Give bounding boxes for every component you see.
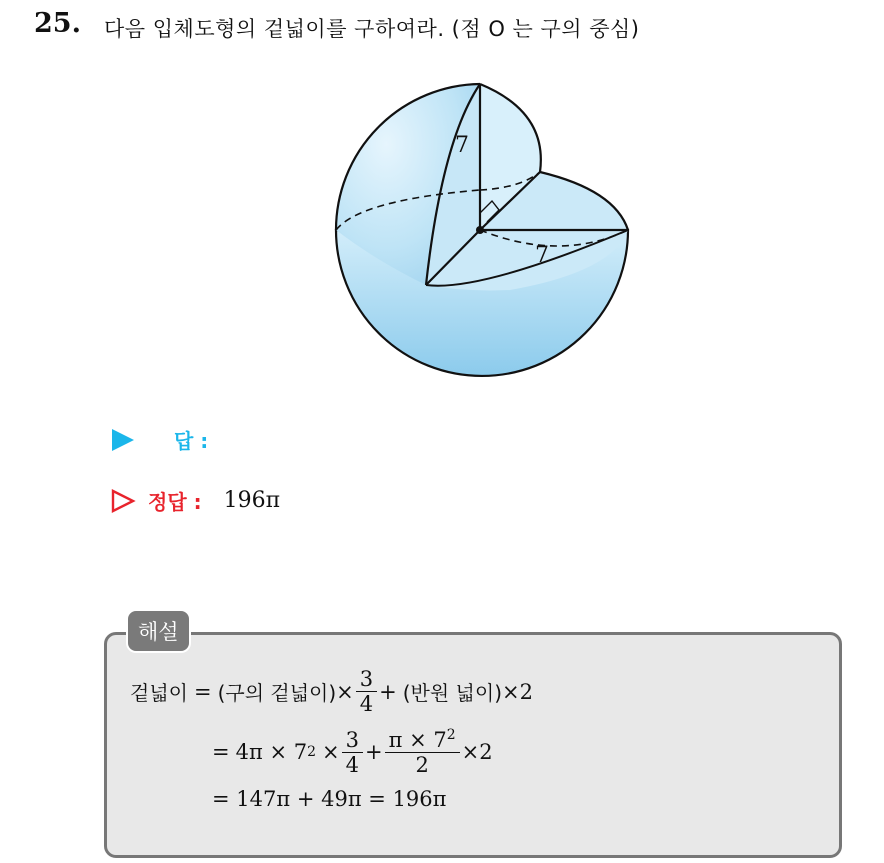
solution-tag: 해설 — [128, 611, 189, 651]
solution-line-1 — [130, 668, 533, 715]
sphere-area-term: (구의 겉넓이) — [217, 681, 337, 706]
answer-input-row — [110, 425, 208, 454]
semicircle-area-term: (반원 넓이) — [402, 681, 502, 706]
times-sign: × — [461, 740, 480, 765]
solution-line-2 — [212, 728, 493, 776]
center-point-o — [476, 226, 484, 234]
answer-prompt-label: 답 : — [174, 429, 209, 453]
outline-triangle-icon — [110, 488, 136, 514]
equals-sign: = — [193, 679, 212, 704]
surface-area-label: 겉넓이 — [130, 681, 188, 706]
exponent: 2 — [307, 744, 317, 761]
filled-triangle-icon — [110, 427, 136, 453]
question-number: 25. — [34, 8, 81, 39]
fraction-three-quarters: $\frac{3}{4}$ — [358, 668, 375, 715]
correct-answer-row — [110, 486, 280, 515]
question-text: 다음 입체도형의 겉넓이를 구하여라. (점 O 는 구의 중심) — [104, 17, 640, 41]
multiplier: 2 — [479, 740, 493, 765]
sphere-area-expr: 4π × 7 — [235, 740, 308, 765]
plus-sign: + — [379, 679, 397, 704]
correct-answer-label: 정답 : — [148, 490, 202, 514]
times-sign: × — [322, 740, 340, 765]
radius-label: 7 — [535, 243, 549, 268]
times-sign: × — [336, 679, 354, 704]
solution-line-3: = 147π + 49π = 196π — [212, 787, 447, 811]
plus-sign: + — [365, 740, 383, 765]
fraction-semicircle: $\frac{\pi \times 7^2}{2}$ — [387, 728, 458, 776]
height-label: 7 — [455, 133, 469, 158]
multiplier: 2 — [519, 679, 533, 704]
times-sign: × — [502, 679, 520, 704]
fraction-three-quarters: $\frac{3}{4}$ — [344, 729, 361, 776]
equals-sign: = — [212, 740, 230, 765]
sphere-figure — [330, 78, 640, 383]
correct-answer-value: 196π — [223, 488, 281, 513]
